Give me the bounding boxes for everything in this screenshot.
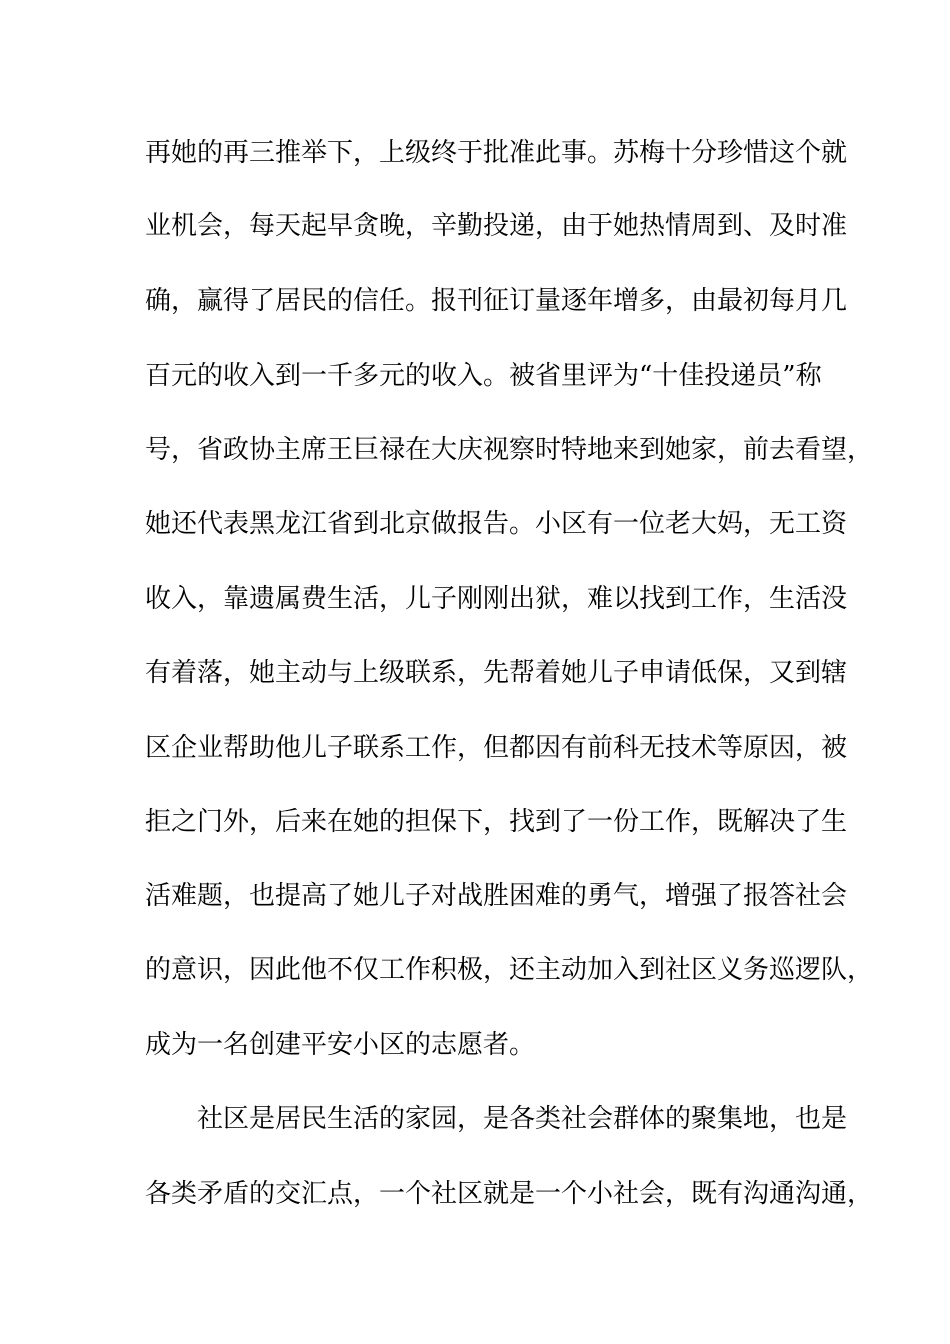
paragraph-line: 的意识，因此他不仅工作积极，还主动加入到社区义务巡逻队， <box>145 955 874 985</box>
paragraph-line: 收入，靠遗属费生活，儿子刚刚出狱，难以找到工作，生活没 <box>145 584 848 614</box>
paragraph-line: 再她的再三推举下，上级终于批准此事。苏梅十分珍惜这个就 <box>145 138 848 168</box>
paragraph-line: 社区是居民生活的家园，是各类社会群体的聚集地，也是 <box>145 1104 848 1134</box>
paragraph-line: 成为一名创建平安小区的志愿者。 <box>145 1030 536 1060</box>
paragraph-line: 活难题，也提高了她儿子对战胜困难的勇气，增强了报答社会 <box>145 881 848 911</box>
paragraph-line: 拒之门外，后来在她的担保下，找到了一份工作，既解决了生 <box>145 807 848 837</box>
paragraph-line: 她还代表黑龙江省到北京做报告。小区有一位老大妈，无工资 <box>145 509 848 539</box>
paragraph-line: 确，赢得了居民的信任。报刊征订量逐年增多，由最初每月几 <box>145 286 848 316</box>
paragraph-line: 区企业帮助他儿子联系工作，但都因有前科无技术等原因，被 <box>145 733 848 763</box>
paragraph-line: 有着落，她主动与上级联系，先帮着她儿子申请低保，又到辖 <box>145 658 848 688</box>
paragraph-line: 业机会，每天起早贪晚，辛勤投递，由于她热情周到、及时准 <box>145 211 848 241</box>
paragraph-line: 各类矛盾的交汇点，一个社区就是一个小社会，既有沟通沟通， <box>145 1179 874 1209</box>
paragraph-line: 号，省政协主席王巨禄在大庆视察时特地来到她家，前去看望， <box>145 435 874 465</box>
paragraph-line: 百元的收入到一千多元的收入。被省里评为“十佳投递员”称 <box>145 361 822 391</box>
